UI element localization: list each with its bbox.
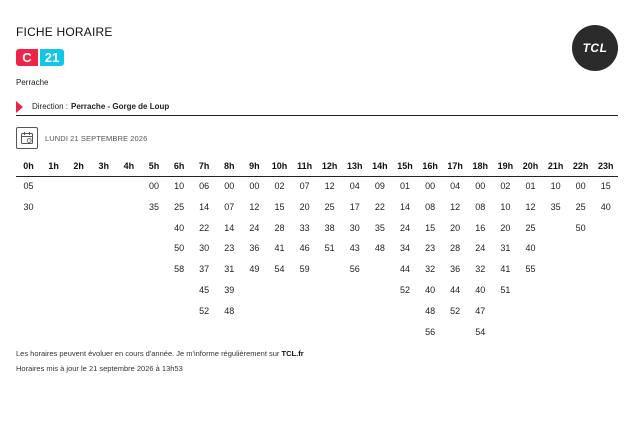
- line-badge: [16, 49, 64, 66]
- departure-minute: 16: [475, 222, 486, 233]
- departure-minute: 00: [148, 181, 159, 191]
- departure-minute: 08: [475, 201, 486, 212]
- departure-minute: 50: [174, 243, 185, 254]
- hour-header: 1h: [48, 161, 59, 171]
- departure-minute: 24: [249, 222, 260, 233]
- hour-header: 12h: [321, 161, 338, 171]
- departure-minute: 54: [475, 326, 486, 337]
- departure-minute: 00: [475, 181, 486, 191]
- departure-minute: 59: [299, 264, 310, 275]
- departure-minute: 28: [450, 243, 461, 254]
- hour-header: 13h: [347, 161, 363, 171]
- departure-minute: 40: [475, 285, 486, 295]
- footer-notice: [16, 349, 304, 358]
- logo-text: TCL: [582, 41, 608, 55]
- hour-header: 9h: [249, 161, 260, 171]
- departure-minute: 10: [550, 181, 561, 191]
- departure-minute: 45: [199, 285, 210, 295]
- page-title: FICHE HORAIRE: [16, 25, 113, 39]
- departure-minute: 10: [500, 201, 511, 212]
- departure-minute: 44: [399, 264, 410, 275]
- departure-minute: 49: [249, 264, 260, 275]
- departure-minute: 54: [274, 264, 285, 275]
- departure-minute: 15: [274, 201, 285, 212]
- hour-header: 2h: [73, 161, 84, 171]
- departure-minute: 32: [475, 264, 486, 275]
- footer-link[interactable]: TCL.fr: [281, 349, 304, 358]
- line-number-badge: 21: [40, 49, 64, 66]
- departure-minute: 06: [199, 181, 210, 191]
- departure-minute: 00: [224, 181, 235, 191]
- departure-minute: 15: [600, 181, 611, 191]
- hour-header: 16h: [422, 161, 438, 171]
- departure-minute: 36: [450, 264, 461, 275]
- hour-header: 19h: [497, 161, 514, 171]
- departure-minute: 35: [550, 201, 561, 212]
- calendar-icon: [20, 131, 34, 145]
- departure-minute: 32: [425, 264, 436, 275]
- departure-minute: 37: [199, 264, 210, 275]
- hour-header: 4h: [123, 161, 135, 171]
- departure-minute: 58: [174, 264, 185, 275]
- departure-minute: 52: [199, 305, 210, 316]
- hour-header: 14h: [372, 161, 388, 171]
- departure-minute: 30: [23, 201, 34, 212]
- departure-minute: 52: [450, 305, 461, 316]
- departure-minute: 23: [425, 243, 436, 254]
- departure-minute: 51: [500, 285, 511, 295]
- departure-minute: 14: [399, 201, 410, 212]
- departure-minute: 41: [274, 243, 285, 254]
- departure-minute: 14: [224, 222, 235, 233]
- departure-minute: 30: [199, 243, 210, 254]
- departure-minute: 33: [299, 222, 310, 233]
- departure-minute: 35: [374, 222, 385, 233]
- footer-text: Les horaires peuvent évoluer en cours d'année. Je m'informe régulièrement sur: [16, 349, 280, 358]
- hour-header: 21h: [547, 161, 564, 171]
- departure-minute: 01: [525, 181, 536, 191]
- departure-minute: 00: [249, 181, 260, 191]
- departure-minute: 55: [525, 264, 536, 275]
- hour-header: 15h: [397, 161, 413, 171]
- departure-minute: 20: [500, 222, 511, 233]
- departure-minute: 44: [450, 285, 461, 295]
- departure-minute: 30: [349, 222, 360, 233]
- departure-minute: 05: [23, 181, 34, 191]
- departure-minute: 50: [575, 222, 586, 233]
- departure-minute: 47: [475, 305, 486, 316]
- hours-header: [16, 161, 618, 177]
- departure-minute: 51: [324, 243, 335, 254]
- departure-minute: 40: [425, 285, 436, 295]
- direction-label: Direction :: [32, 102, 69, 111]
- departure-minute: 56: [349, 264, 360, 275]
- direction-arrow-icon: [16, 101, 23, 113]
- departure-minute: 10: [174, 181, 185, 191]
- hour-header: 20h: [522, 161, 539, 171]
- hour-header: 5h: [148, 161, 160, 171]
- hour-header: 7h: [198, 161, 210, 171]
- departure-minute: 39: [224, 285, 235, 295]
- departure-minute: 34: [399, 243, 410, 254]
- departure-minute: 56: [425, 326, 436, 337]
- departure-minute: 43: [349, 243, 360, 254]
- departure-minute: 25: [575, 201, 586, 212]
- hour-header: 22h: [572, 161, 589, 171]
- departure-minute: 04: [349, 181, 360, 191]
- direction-value: Perrache - Gorge de Loup: [71, 102, 170, 111]
- date-selector: [16, 127, 147, 149]
- departure-minute: 14: [199, 201, 210, 212]
- hour-header: 3h: [98, 161, 110, 171]
- departure-minute: 22: [199, 222, 210, 233]
- hour-header: 18h: [472, 161, 489, 171]
- departure-minute: 22: [374, 201, 385, 212]
- selected-date: LUNDI 21 SEPTEMBRE 2026: [45, 133, 148, 143]
- departure-minute: 12: [249, 201, 260, 212]
- departure-minute: 23: [224, 243, 235, 254]
- hour-header: 11h: [297, 161, 313, 171]
- departure-minute: 40: [174, 222, 185, 233]
- departure-minute: 46: [299, 243, 310, 254]
- calendar-button[interactable]: [16, 127, 38, 149]
- departure-minute: 20: [299, 201, 310, 212]
- departure-minute: 48: [224, 305, 235, 316]
- departure-minute: 04: [450, 181, 461, 191]
- departure-minute: 07: [224, 201, 235, 212]
- departure-minute: 25: [525, 222, 536, 233]
- departure-minute: 02: [274, 181, 285, 191]
- departure-minute: 15: [425, 222, 436, 233]
- footer-updated: Horaires mis à jour le 21 septembre 2026 à 13h53: [16, 364, 183, 373]
- departure-minute: 00: [575, 181, 586, 191]
- hour-header: 0h: [23, 161, 34, 171]
- departure-minute: 35: [148, 201, 159, 212]
- departure-minute: 12: [450, 201, 461, 212]
- hour-header: 10h: [271, 161, 288, 171]
- departure-minute: 07: [299, 181, 310, 191]
- departure-minute: 31: [500, 243, 511, 254]
- departure-minute: 00: [425, 181, 436, 191]
- departure-minute: 25: [174, 201, 185, 212]
- departure-minute: 48: [425, 305, 436, 316]
- departure-minute: 41: [500, 264, 511, 275]
- line-mode-badge: C: [16, 49, 38, 66]
- tcl-logo[interactable]: [572, 25, 618, 71]
- departure-minute: 08: [425, 201, 436, 212]
- departure-minute: 20: [450, 222, 461, 233]
- departure-minute: 24: [399, 222, 410, 233]
- hour-header: 23h: [598, 161, 614, 171]
- hour-header: 17h: [447, 161, 463, 171]
- departure-minute: 36: [249, 243, 260, 254]
- departure-minute: 31: [224, 264, 235, 275]
- departure-minute: 52: [399, 285, 410, 295]
- departure-minute: 09: [374, 181, 385, 191]
- departure-minute: 12: [525, 201, 536, 212]
- departure-minute: 17: [349, 201, 360, 212]
- direction-bar: [16, 98, 618, 116]
- hour-header: 6h: [173, 161, 185, 171]
- departure-minute: 28: [274, 222, 285, 233]
- departure-minute: 02: [500, 181, 511, 191]
- departure-minute: 48: [374, 243, 385, 254]
- departure-minute: 40: [525, 243, 536, 254]
- departure-minute: 12: [324, 181, 335, 191]
- departure-minute: 24: [475, 243, 486, 254]
- departure-minute: 38: [324, 222, 335, 233]
- departure-minute: 01: [399, 181, 410, 191]
- departure-minute: 25: [324, 201, 335, 212]
- departure-minute: 40: [600, 201, 611, 212]
- stop-name: Perrache: [16, 78, 49, 87]
- hour-header: 8h: [224, 161, 235, 171]
